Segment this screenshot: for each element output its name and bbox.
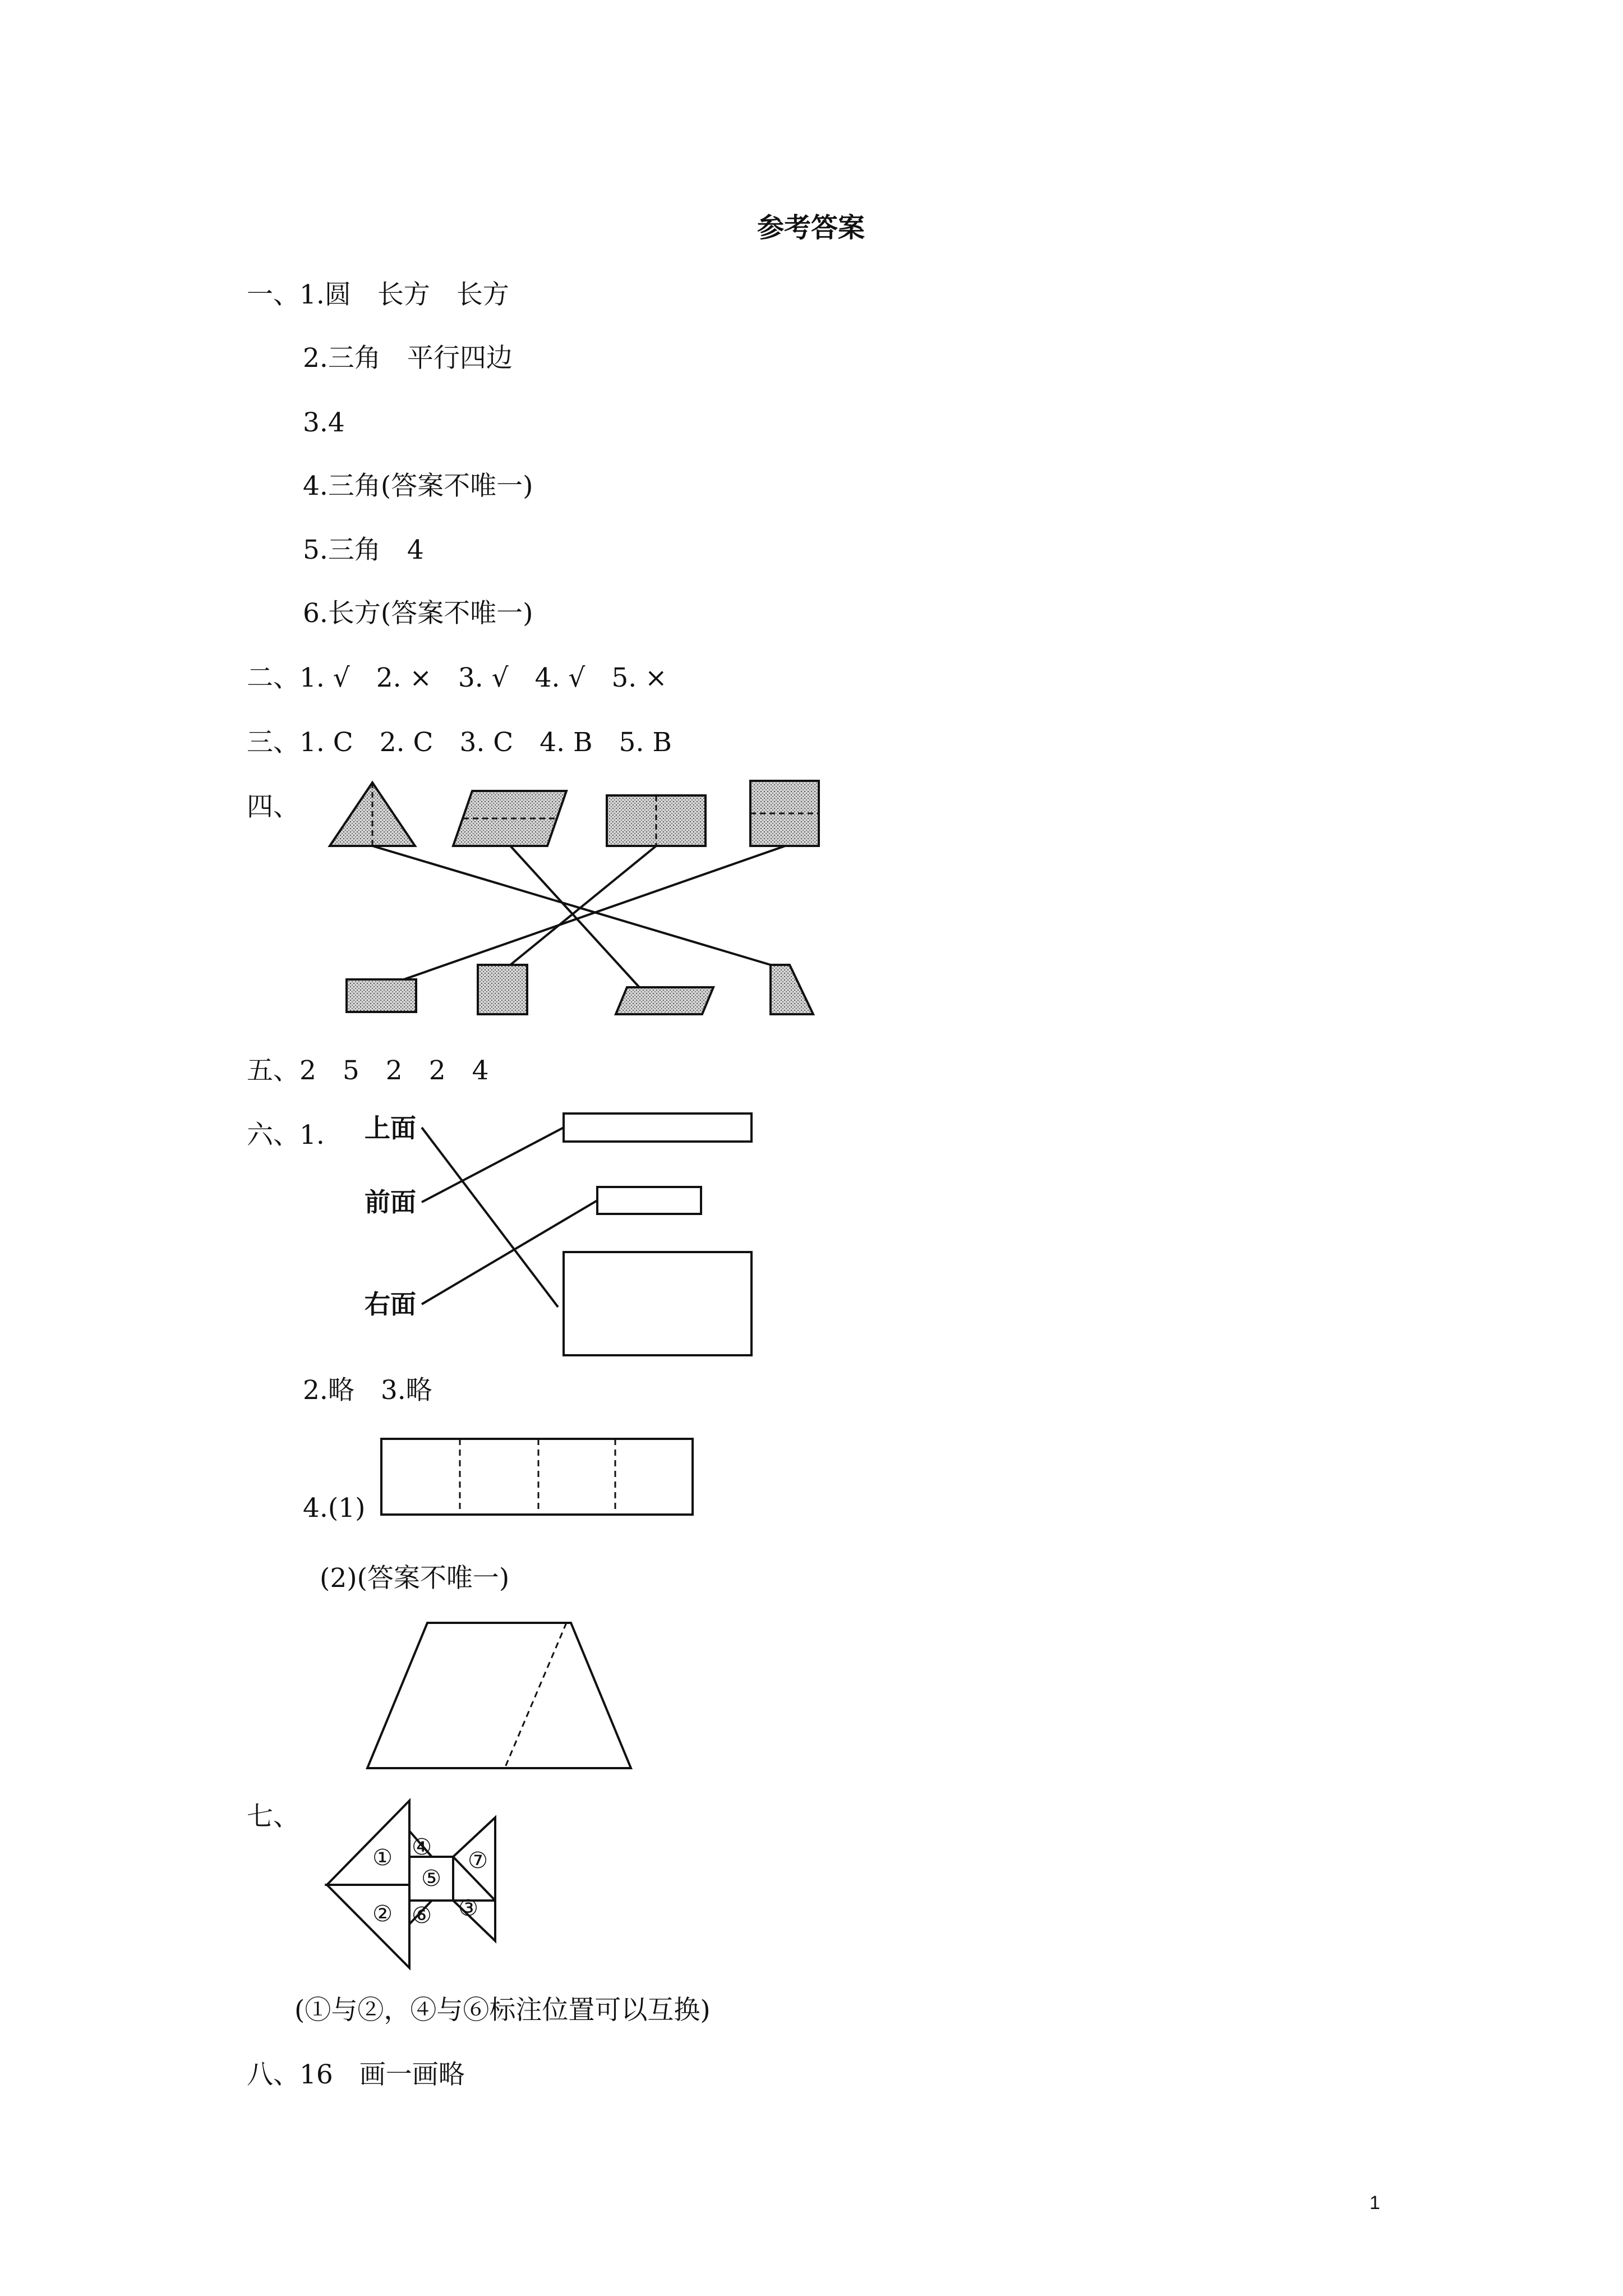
- piece-1-label: ①: [372, 1845, 393, 1871]
- answer-8: 八、16 画一画略: [247, 2059, 465, 2090]
- answer-6-2-3: 2.略 3.略: [303, 1375, 432, 1406]
- piece-5-label: ⑤: [421, 1866, 441, 1892]
- page-title: 参考答案: [757, 212, 865, 243]
- answer-1-4: 4.三角(答案不唯一): [303, 471, 533, 501]
- answer-1-5: 5.三角 4: [303, 535, 424, 565]
- view-label-top: 上面: [365, 1113, 416, 1143]
- answer-1-3: 3.4: [303, 407, 345, 438]
- answer-4-label: 四、: [247, 792, 299, 822]
- answer-1-6: 6.长方(答案不唯一): [303, 598, 533, 629]
- answer-6-4-2-label: (2)(答案不唯一): [320, 1563, 510, 1594]
- answer-7-label: 七、: [247, 1801, 299, 1832]
- answer-6-label: 六、1.: [247, 1120, 325, 1151]
- answer-3: 三、1. C 2. C 3. C 4. B 5. B: [247, 727, 672, 758]
- answer-6-4-1-label: 4.(1): [303, 1493, 366, 1524]
- piece-6-label: ⑥: [412, 1903, 432, 1929]
- view-label-front: 前面: [365, 1187, 416, 1217]
- view-label-right: 右面: [365, 1289, 416, 1319]
- piece-4-label: ④: [412, 1834, 432, 1860]
- page-number: 1: [1370, 2192, 1380, 2214]
- answer-5: 五、2 5 2 2 4: [247, 1055, 489, 1086]
- piece-7-label: ⑦: [468, 1848, 488, 1874]
- answer-1-1: 一、1.圆 长方 长方: [247, 279, 509, 310]
- answer-1-2: 2.三角 平行四边: [303, 343, 513, 374]
- piece-3-label: ③: [458, 1895, 478, 1921]
- answer-7-note: (①与②，④与⑥标注位置可以互换): [294, 1995, 711, 2026]
- piece-2-label: ②: [372, 1901, 393, 1927]
- answer-2: 二、1. √ 2. × 3. √ 4. √ 5. ×: [247, 662, 667, 693]
